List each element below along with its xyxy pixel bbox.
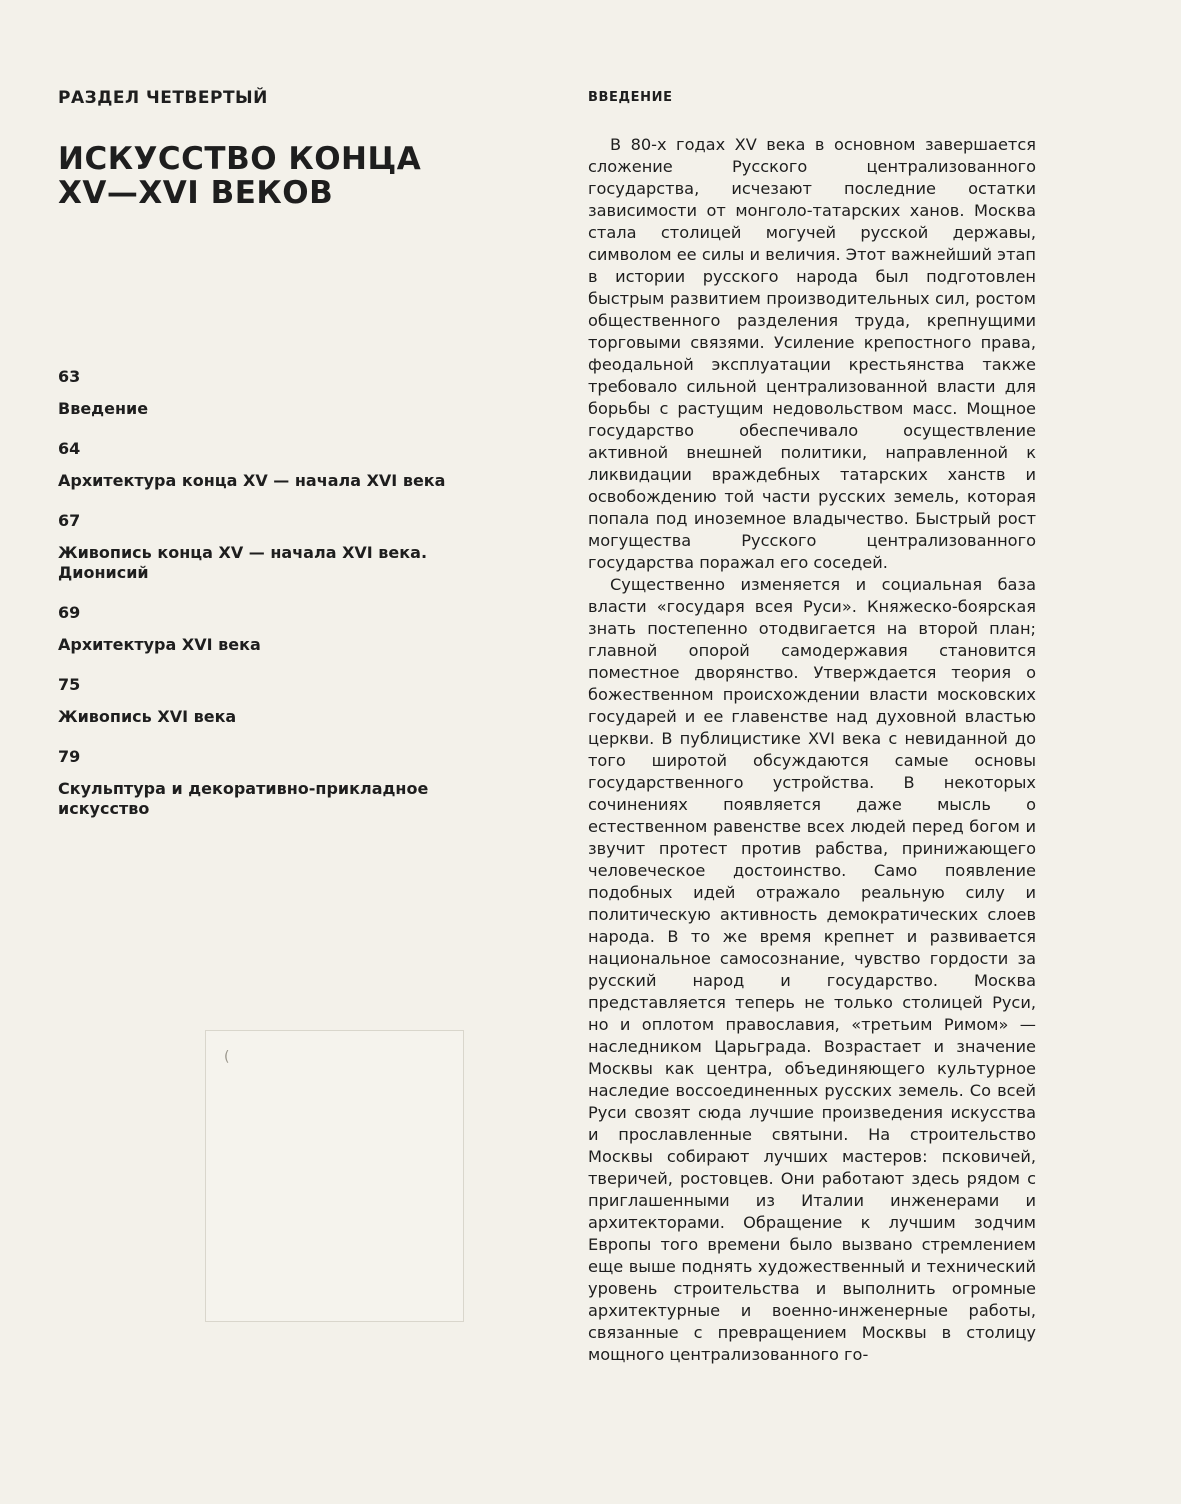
toc-title-line: искусство [58,799,150,818]
section-title [58,142,518,210]
body-paragraph: В 80-х годах XV века в основном завершается сложение Русского централизованного государства, исчезают последние остатки зависимости от монголо-татарских ханов. Москва стала столицей могучей русской державы, символом ее силы и величия. Этот важнейший этап в истории русского народа был подготовлен быстрым развитием производительных сил, ростом общественного разделения труда, крепнущими торговыми связями. Усиление крепостного права, феодальной эксплуатации крестьянства также требовало сильной централизованной власти для борьбы с растущим недовольством масс. Мощное государство обеспечивало осуществление активной внешней политики, направленной к ликвидации враждебных татарских ханств и освобождению той части русских земель, которая попала под иноземное владычество. Быстрый рост могущества Русского централизованного государства поражал его соседей. [588,135,1036,572]
toc-title [58,399,518,419]
frame-mark: ( [224,1049,230,1065]
toc-page-number: 69 [58,603,81,622]
illustration-frame [205,1030,464,1322]
toc-entry [58,674,518,727]
section-label: РАЗДЕЛ ЧЕТВЕРТЫЙ [58,88,268,108]
toc-title-line: Дионисий [58,563,149,582]
toc-entry [58,438,518,491]
toc-entry [58,746,518,819]
section-header [58,86,518,210]
toc-page-number: 79 [58,747,81,766]
introduction-column [588,88,1036,1366]
toc-title [58,471,518,491]
table-of-contents [58,366,518,819]
toc-title [58,543,518,583]
toc-title-line: Живопись конца XV — начала XVI века. [58,543,428,562]
toc-title [58,779,518,819]
toc-page-number: 63 [58,367,81,386]
introduction-body [588,134,1036,1366]
toc-title-line: Архитектура конца XV — начала XVI века [58,471,446,490]
toc-entry [58,366,518,419]
toc-title [58,707,518,727]
toc-page-number: 67 [58,511,81,530]
section-title-line-1: ИСКУССТВО КОНЦА [58,141,422,177]
toc-title-line: Живопись XVI века [58,707,237,726]
toc-entry [58,510,518,583]
toc-entry [58,602,518,655]
toc-title-line: Введение [58,399,149,418]
introduction-label: ВВЕДЕНИЕ [588,90,673,105]
toc-title [58,635,518,655]
toc-title-line: Скульптура и декоративно-прикладное [58,779,429,798]
body-paragraph: Существенно изменяется и социальная база власти «государя всея Руси». Княжеско-боярская знать постепенно отодвигается на второй план; главной опорой самодержавия становится поместное дворянство. Утверждается теория о божественном происхождении власти московских государей и ее главенстве над духовной властью церкви. В публицистике XVI века с невиданной до того широтой обсуждаются самые основы государственного устройства. В некоторых сочинениях появляется даже мысль о естественном равенстве всех людей перед богом и звучит протест против рабства, принижающего человеческое достоинство. Само появление подобных идей отражало реальную силу и политическую активность демократических слоев народа. В то же время крепнет и развивается национальное самосознание, чувство гордости за русский народ и государство. Москва представляется теперь не только столицей Руси, но и оплотом православия, «третьим Римом» — наследником Царьграда. Возрастает и значение Москвы как центра, объединяющего культурное наследие воссоединенных русских земель. Со всей Руси свозят сюда лучшие произведения искусства и прославленные святыни. На строительство Москвы собирают лучших мастеров: псковичей, тверичей, ростовцев. Они работают здесь рядом с приглашенными из Италии инженерами и архитекторами. Обращение к лучшим зодчим Европы того времени было вызвано стремлением еще выше поднять художественный и технический уровень строительства и выполнить огромные архитектурные и военно-инженерные работы, связанные с превращением Москвы в столицу мощного централизованного го- [588,575,1036,1364]
toc-title-line: Архитектура XVI века [58,635,261,654]
toc-page-number: 64 [58,439,81,458]
toc-page-number: 75 [58,675,81,694]
section-title-line-2: XV—XVI ВЕКОВ [58,175,334,211]
